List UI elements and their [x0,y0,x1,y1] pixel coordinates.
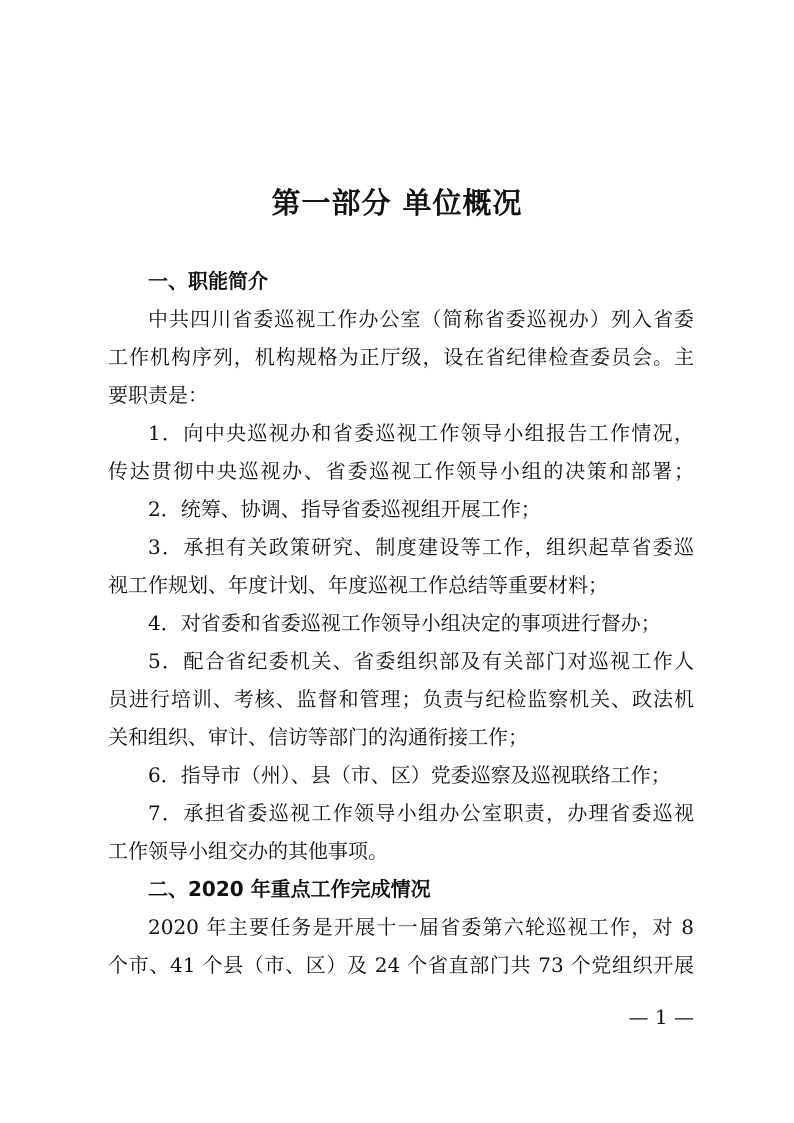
list-item-5-cont: 员进行培训、考核、监督和管理；负责与纪检监察机关、政法机 [108,687,694,711]
list-item-5: 5．配合省纪委机关、省委组织部及有关部门对巡视工作人 [148,649,694,673]
paragraph-line: 个市、41 个县（市、区）及 24 个省直部门共 73 个党组织开展 [108,953,694,977]
list-item-7: 7．承担省委巡视工作领导小组办公室职责，办理省委巡视 [148,801,694,825]
list-item-3-cont: 视工作规划、年度计划、年度巡视工作总结等重要材料； [108,573,608,597]
page-title: 第一部分 单位概况 [271,186,523,220]
paragraph-line: 中共四川省委巡视工作办公室（简称省委巡视办）列入省委 [148,307,694,331]
paragraph-line: 工作机构序列，机构规格为正厅级，设在省纪律检查委员会。主 [108,345,694,369]
list-item-1: 1．向中央巡视办和省委巡视工作领导小组报告工作情况， [148,421,694,445]
list-item-6: 6．指导市（州）、县（市、区）党委巡察及巡视联络工作； [148,763,671,787]
page-number: — 1 — [628,1005,694,1029]
list-item-4: 4．对省委和省委巡视工作领导小组决定的事项进行督办； [148,611,661,635]
section-heading-1: 一、职能简介 [148,269,268,293]
paragraph-line: 要职责是： [108,383,208,407]
paragraph-line: 2020 年主要任务是开展十一届省委第六轮巡视工作，对 8 [148,915,694,939]
list-item-1-cont: 传达贯彻中央巡视办、省委巡视工作领导小组的决策和部署； [108,459,694,483]
list-item-7-cont: 工作领导小组交办的其他事项。 [108,839,388,863]
section-heading-2: 二、2020 年重点工作完成情况 [148,877,431,901]
list-item-5-cont: 关和组织、审计、信访等部门的沟通衔接工作； [108,725,528,749]
list-item-3: 3．承担有关政策研究、制度建设等工作，组织起草省委巡 [148,535,694,559]
list-item-2: 2．统筹、协调、指导省委巡视组开展工作； [148,497,541,521]
